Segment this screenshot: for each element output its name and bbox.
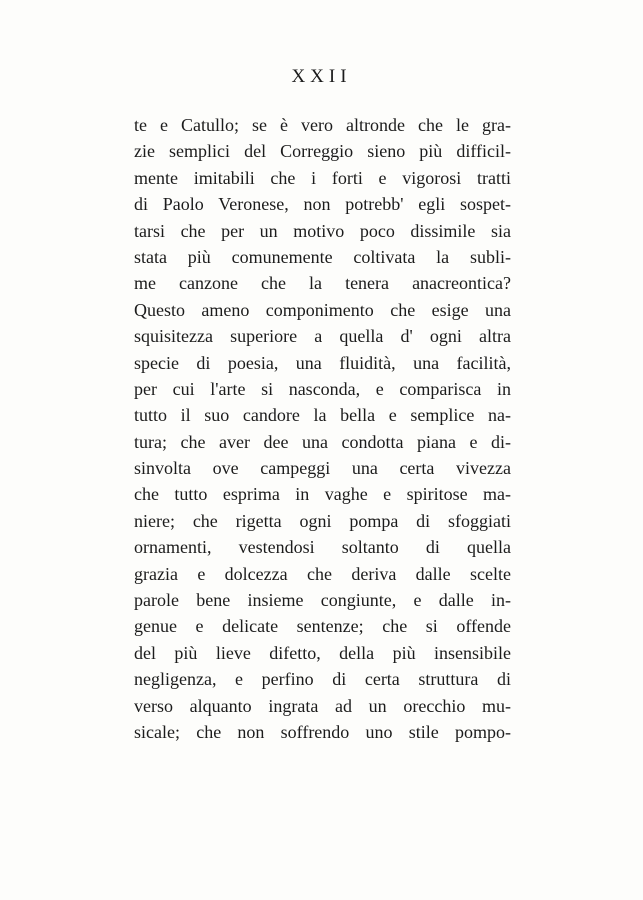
text-line: zie semplici del Correggio sieno più difficil- [134,141,511,162]
text-line: parole bene insieme congiunte, e dalle in- [134,590,511,611]
text-line: che tutto esprima in vaghe e spiritose ma- [134,484,511,505]
text-line: Questo ameno componimento che esige una [134,299,511,320]
text-line: tarsi che per un motivo poco dissimile sia [134,220,511,241]
text-line: negligenza, e perfino di certa struttura di [134,669,511,690]
text-line: specie di poesia, una fluidità, una facilità, [134,352,511,373]
text-line: sicale; che non soffrendo uno stile pompo- [134,721,511,742]
text-line: squisitezza superiore a quella d' ogni altra [134,326,511,347]
text-line: te e Catullo; se è vero altronde che le gra- [134,115,511,135]
text-line: me canzone che la tenera anacreontica? [134,273,511,294]
text-line: verso alquanto ingrata ad un orecchio mu- [134,695,511,716]
text-line: stata più comunemente coltivata la subli- [134,246,511,267]
text-line: sinvolta ove campeggi una certa vivezza [134,458,511,479]
text-line: per cui l'arte si nasconda, e comparisca in [134,378,511,399]
page-number: XXII [291,66,352,87]
text-line: tura; che aver dee una condotta piana e di- [134,431,511,452]
text-line: del più lieve difetto, della più insensibile [134,642,511,663]
text-line: di Paolo Veronese, non potrebb' egli sospet- [134,194,511,215]
body-text [134,112,511,745]
text-line: mente imitabili che i forti e vigorosi tratti [134,167,511,188]
text-line: grazia e dolcezza che deriva dalle scelte [134,563,511,584]
text-line: genue e delicate sentenze; che si offende [134,616,511,637]
text-line: niere; che rigetta ogni pompa di sfoggiati [134,510,511,531]
text-line: ornamenti, vestendosi soltanto di quella [134,537,511,558]
text-line: tutto il suo candore la bella e semplice na- [134,405,511,426]
